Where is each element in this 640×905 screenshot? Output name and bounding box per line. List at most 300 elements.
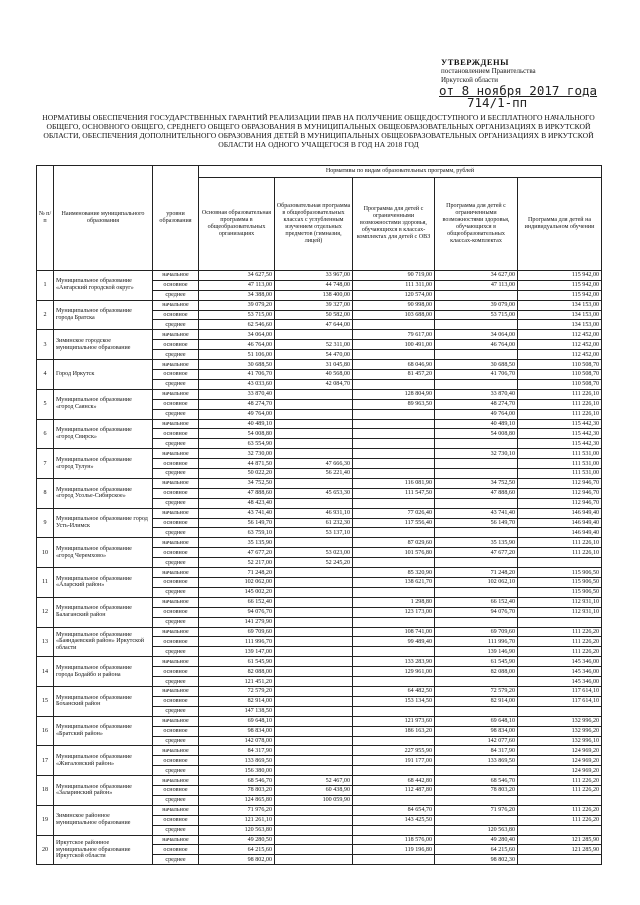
cell-level: начальное — [153, 538, 199, 548]
cell-main-program: 46 764,00 — [199, 340, 275, 350]
table-row — [37, 835, 602, 845]
cell-advanced-program — [275, 449, 353, 459]
cell-ovz-general: 69 648,10 — [435, 716, 518, 726]
cell-ovz-general: 48 274,70 — [435, 399, 518, 409]
cell-advanced-program: 53 023,00 — [275, 548, 353, 558]
cell-main-program: 120 563,80 — [199, 825, 275, 835]
cell-advanced-program — [275, 845, 353, 855]
cell-ovz-general: 39 079,00 — [435, 300, 518, 310]
table-row — [37, 746, 602, 756]
cell-level: среднее — [153, 409, 199, 419]
cell-main-program: 43 741,40 — [199, 508, 275, 518]
cell-main-program: 147 138,50 — [199, 706, 275, 716]
cell-main-program: 64 215,60 — [199, 845, 275, 855]
cell-individual: 145 346,00 — [518, 667, 602, 677]
approval-stamp — [441, 58, 611, 109]
cell-ovz-general: 47 677,20 — [435, 548, 518, 558]
cell-individual: 110 508,70 — [518, 379, 602, 389]
cell-individual: 132 996,10 — [518, 736, 602, 746]
cell-ovz-general: 133 869,50 — [435, 756, 518, 766]
cell-advanced-program — [275, 389, 353, 399]
cell-level: начальное — [153, 627, 199, 637]
cell-advanced-program — [275, 409, 353, 419]
cell-ovz-special — [353, 429, 435, 439]
cell-main-program: 62 546,60 — [199, 320, 275, 330]
cell-individual: 134 153,00 — [518, 310, 602, 320]
cell-ovz-special: 191 177,00 — [353, 756, 435, 766]
cell-ovz-special: 111 547,50 — [353, 488, 435, 498]
row-number: 17 — [37, 746, 54, 776]
cell-ovz-special: 90 719,00 — [353, 270, 435, 280]
cell-main-program: 78 803,20 — [199, 786, 275, 796]
cell-individual: 111 226,20 — [518, 786, 602, 796]
cell-ovz-special — [353, 528, 435, 538]
cell-individual: 111 226,10 — [518, 409, 602, 419]
cell-individual: 115 942,00 — [518, 290, 602, 300]
cell-main-program: 69 709,60 — [199, 627, 275, 637]
cell-individual: 112 946,70 — [518, 498, 602, 508]
cell-ovz-special: 101 576,80 — [353, 548, 435, 558]
cell-main-program: 139 147,00 — [199, 647, 275, 657]
cell-ovz-general: 33 870,40 — [435, 389, 518, 399]
header-group: Нормативы по видам образовательных программ, рублей — [199, 166, 602, 178]
row-number: 4 — [37, 360, 54, 390]
cell-advanced-program: 47 666,30 — [275, 459, 353, 469]
cell-advanced-program: 52 245,20 — [275, 558, 353, 568]
cell-level: начальное — [153, 686, 199, 696]
cell-individual: 124 969,20 — [518, 766, 602, 776]
cell-individual: 145 346,00 — [518, 677, 602, 687]
cell-ovz-general — [435, 290, 518, 300]
header-main-program: Основная образовательная программа в общеобразовательных организациях — [199, 177, 275, 270]
cell-ovz-general: 82 914,00 — [435, 696, 518, 706]
row-number: 15 — [37, 686, 54, 716]
cell-individual: 134 153,00 — [518, 320, 602, 330]
cell-level: основное — [153, 459, 199, 469]
cell-individual: 111 531,00 — [518, 449, 602, 459]
cell-level: среднее — [153, 379, 199, 389]
cell-advanced-program: 100 059,90 — [275, 795, 353, 805]
cell-ovz-general — [435, 558, 518, 568]
cell-ovz-special: 120 574,00 — [353, 290, 435, 300]
cell-advanced-program: 33 967,00 — [275, 270, 353, 280]
cell-ovz-general: 40 489,10 — [435, 419, 518, 429]
cell-main-program: 53 715,00 — [199, 310, 275, 320]
cell-advanced-program — [275, 716, 353, 726]
cell-level: начальное — [153, 657, 199, 667]
table-row — [37, 508, 602, 518]
cell-main-program: 48 274,70 — [199, 399, 275, 409]
cell-ovz-special: 68 442,80 — [353, 776, 435, 786]
cell-level: начальное — [153, 776, 199, 786]
table-row — [37, 538, 602, 548]
cell-level: среднее — [153, 677, 199, 687]
cell-ovz-general: 47 113,00 — [435, 280, 518, 290]
cell-individual: 115 942,00 — [518, 280, 602, 290]
cell-ovz-special: 103 688,00 — [353, 310, 435, 320]
cell-main-program: 82 914,00 — [199, 696, 275, 706]
cell-advanced-program: 53 137,10 — [275, 528, 353, 538]
cell-main-program: 156 380,00 — [199, 766, 275, 776]
cell-ovz-general: 98 802,30 — [435, 855, 518, 865]
municipality-name: Муниципальное образование «Баяндаевский район» Иркутской области — [54, 627, 153, 657]
cell-ovz-special: 89 963,50 — [353, 399, 435, 409]
cell-main-program: 84 317,90 — [199, 746, 275, 756]
cell-level: начальное — [153, 300, 199, 310]
cell-ovz-general: 53 715,00 — [435, 310, 518, 320]
cell-ovz-general: 71 976,20 — [435, 805, 518, 815]
table-row — [37, 360, 602, 370]
cell-main-program: 61 545,90 — [199, 657, 275, 667]
cell-level: начальное — [153, 389, 199, 399]
cell-advanced-program — [275, 419, 353, 429]
header-ovz-special-classes: Программа для детей с ограниченными возможностями здоровья, обучающихся в классах-комплектах для детей с ОВЗ — [353, 177, 435, 270]
cell-main-program: 66 152,40 — [199, 597, 275, 607]
cell-ovz-general: 49 764,00 — [435, 409, 518, 419]
cell-individual: 111 226,20 — [518, 647, 602, 657]
cell-level: начальное — [153, 270, 199, 280]
cell-advanced-program — [275, 696, 353, 706]
cell-advanced-program — [275, 835, 353, 845]
cell-individual — [518, 617, 602, 627]
cell-individual: 111 531,00 — [518, 469, 602, 479]
cell-level: среднее — [153, 795, 199, 805]
municipality-name: Муниципальное образование «город Саянск» — [54, 389, 153, 419]
cell-level: начальное — [153, 508, 199, 518]
cell-advanced-program — [275, 766, 353, 776]
cell-individual: 145 346,00 — [518, 657, 602, 667]
cell-level: начальное — [153, 419, 199, 429]
cell-level: среднее — [153, 766, 199, 776]
cell-individual: 111 226,10 — [518, 399, 602, 409]
cell-ovz-special: 186 163,20 — [353, 726, 435, 736]
row-number: 1 — [37, 270, 54, 300]
norms-table-body — [37, 270, 602, 864]
cell-level: основное — [153, 815, 199, 825]
cell-individual: 146 949,40 — [518, 508, 602, 518]
cell-ovz-special — [353, 795, 435, 805]
cell-individual: 146 949,40 — [518, 528, 602, 538]
cell-ovz-general: 68 546,70 — [435, 776, 518, 786]
cell-advanced-program — [275, 805, 353, 815]
cell-ovz-general — [435, 320, 518, 330]
cell-main-program: 34 627,50 — [199, 270, 275, 280]
cell-ovz-general: 94 076,70 — [435, 607, 518, 617]
cell-individual: 110 508,70 — [518, 369, 602, 379]
cell-level: среднее — [153, 825, 199, 835]
cell-individual: 124 969,20 — [518, 756, 602, 766]
header-advanced-program: Образовательная программа в общеобразовательных классах с углубленным изучением отдельных предметов (гимназия, лицей) — [275, 177, 353, 270]
cell-ovz-special: 153 134,50 — [353, 696, 435, 706]
cell-advanced-program — [275, 439, 353, 449]
cell-ovz-special: 87 029,60 — [353, 538, 435, 548]
table-row — [37, 657, 602, 667]
cell-advanced-program — [275, 637, 353, 647]
table-row — [37, 389, 602, 399]
cell-level: среднее — [153, 855, 199, 865]
cell-ovz-general: 98 834,00 — [435, 726, 518, 736]
cell-level: основное — [153, 696, 199, 706]
cell-advanced-program: 47 644,00 — [275, 320, 353, 330]
cell-level: среднее — [153, 558, 199, 568]
cell-ovz-special: 112 487,80 — [353, 786, 435, 796]
header-individual-program: Программа для детей на индивидуальном обучении — [518, 177, 602, 270]
cell-individual: 112 452,00 — [518, 330, 602, 340]
cell-ovz-special — [353, 320, 435, 330]
cell-individual — [518, 825, 602, 835]
cell-ovz-special: 121 973,60 — [353, 716, 435, 726]
cell-main-program: 69 648,10 — [199, 716, 275, 726]
cell-ovz-general: 32 730,10 — [435, 449, 518, 459]
cell-individual: 115 942,00 — [518, 270, 602, 280]
cell-level: основное — [153, 578, 199, 588]
cell-level: основное — [153, 399, 199, 409]
table-row — [37, 449, 602, 459]
approval-date: от 8 ноября 2017 года — [439, 83, 598, 98]
table-row — [37, 627, 602, 637]
table-row — [37, 568, 602, 578]
cell-advanced-program: 54 470,00 — [275, 350, 353, 360]
cell-level: среднее — [153, 736, 199, 746]
cell-main-program: 54 008,80 — [199, 429, 275, 439]
cell-advanced-program: 52 467,00 — [275, 776, 353, 786]
cell-advanced-program — [275, 617, 353, 627]
cell-main-program: 40 489,10 — [199, 419, 275, 429]
cell-ovz-general: 142 077,60 — [435, 736, 518, 746]
row-number: 2 — [37, 300, 54, 330]
cell-advanced-program — [275, 686, 353, 696]
municipality-name: Муниципальное образование «Братский район» — [54, 716, 153, 746]
cell-ovz-special: 117 556,40 — [353, 518, 435, 528]
cell-ovz-special: 90 998,00 — [353, 300, 435, 310]
cell-ovz-general: 72 579,20 — [435, 686, 518, 696]
table-row — [37, 270, 602, 280]
cell-ovz-special: 133 283,90 — [353, 657, 435, 667]
cell-ovz-special — [353, 379, 435, 389]
cell-ovz-special: 100 491,00 — [353, 340, 435, 350]
cell-main-program: 111 996,70 — [199, 637, 275, 647]
cell-ovz-general: 49 280,40 — [435, 835, 518, 845]
cell-advanced-program — [275, 330, 353, 340]
cell-advanced-program — [275, 756, 353, 766]
header-no: № п/п — [37, 166, 54, 271]
cell-ovz-general — [435, 587, 518, 597]
cell-individual: 112 931,10 — [518, 597, 602, 607]
cell-main-program: 47 888,60 — [199, 488, 275, 498]
cell-ovz-special: 108 741,00 — [353, 627, 435, 637]
cell-ovz-general: 56 149,70 — [435, 518, 518, 528]
cell-main-program: 52 217,00 — [199, 558, 275, 568]
cell-level: начальное — [153, 746, 199, 756]
municipality-name: Муниципальное образование «город Свирск» — [54, 419, 153, 449]
cell-advanced-program — [275, 736, 353, 746]
cell-main-program: 47 677,20 — [199, 548, 275, 558]
row-number: 20 — [37, 835, 54, 865]
cell-advanced-program: 42 084,70 — [275, 379, 353, 389]
cell-ovz-general: 66 152,40 — [435, 597, 518, 607]
cell-ovz-special: 68 046,90 — [353, 360, 435, 370]
cell-individual: 111 531,00 — [518, 459, 602, 469]
cell-main-program: 98 802,00 — [199, 855, 275, 865]
cell-individual: 112 946,70 — [518, 478, 602, 488]
cell-individual — [518, 706, 602, 716]
row-number: 9 — [37, 508, 54, 538]
cell-main-program: 34 388,00 — [199, 290, 275, 300]
cell-main-program: 56 149,70 — [199, 518, 275, 528]
cell-ovz-general — [435, 795, 518, 805]
cell-individual — [518, 558, 602, 568]
cell-ovz-general: 78 803,20 — [435, 786, 518, 796]
cell-advanced-program — [275, 578, 353, 588]
approval-number: 714/1-пп — [467, 95, 528, 110]
cell-individual: 112 946,70 — [518, 488, 602, 498]
cell-main-program: 51 106,00 — [199, 350, 275, 360]
cell-main-program: 98 834,00 — [199, 726, 275, 736]
cell-advanced-program — [275, 568, 353, 578]
cell-individual: 134 153,00 — [518, 300, 602, 310]
cell-advanced-program — [275, 478, 353, 488]
cell-ovz-special — [353, 706, 435, 716]
cell-ovz-special: 138 621,70 — [353, 578, 435, 588]
municipality-name: Муниципальное образование «Жигаловский район» — [54, 746, 153, 776]
cell-ovz-special: 84 654,70 — [353, 805, 435, 815]
cell-level: основное — [153, 340, 199, 350]
municipality-name: Муниципальное образование города Братска — [54, 300, 153, 330]
cell-ovz-general: 71 248,20 — [435, 568, 518, 578]
cell-main-program: 63 554,90 — [199, 439, 275, 449]
row-number: 11 — [37, 568, 54, 598]
cell-advanced-program — [275, 587, 353, 597]
header-ovz-general-classes: Программа для детей с ограниченными возможностями здоровья, обучающихся в общеобразовательных классах-комплектах — [435, 177, 518, 270]
table-row — [37, 300, 602, 310]
cell-advanced-program: 61 232,30 — [275, 518, 353, 528]
cell-main-program: 63 759,10 — [199, 528, 275, 538]
cell-main-program: 133 869,50 — [199, 756, 275, 766]
cell-ovz-special: 81 457,20 — [353, 369, 435, 379]
cell-level: основное — [153, 518, 199, 528]
cell-ovz-special: 99 489,40 — [353, 637, 435, 647]
cell-ovz-special — [353, 449, 435, 459]
cell-ovz-general: 84 317,90 — [435, 746, 518, 756]
row-number: 18 — [37, 776, 54, 806]
cell-level: среднее — [153, 469, 199, 479]
cell-ovz-general — [435, 815, 518, 825]
cell-ovz-general — [435, 459, 518, 469]
cell-ovz-general: 43 741,40 — [435, 508, 518, 518]
cell-individual: 111 226,10 — [518, 389, 602, 399]
cell-advanced-program: 31 045,80 — [275, 360, 353, 370]
cell-level: начальное — [153, 716, 199, 726]
cell-individual: 115 906,50 — [518, 578, 602, 588]
cell-individual: 121 285,90 — [518, 835, 602, 845]
cell-ovz-general: 120 563,80 — [435, 825, 518, 835]
cell-ovz-general: 111 996,70 — [435, 637, 518, 647]
cell-level: среднее — [153, 587, 199, 597]
cell-ovz-general — [435, 617, 518, 627]
cell-level: начальное — [153, 835, 199, 845]
cell-ovz-special: 116 081,90 — [353, 478, 435, 488]
table-row — [37, 716, 602, 726]
cell-individual: 146 949,40 — [518, 518, 602, 528]
cell-ovz-special: 123 173,00 — [353, 607, 435, 617]
cell-advanced-program: 39 327,00 — [275, 300, 353, 310]
cell-ovz-general — [435, 528, 518, 538]
row-number: 10 — [37, 538, 54, 568]
cell-main-program: 41 706,70 — [199, 369, 275, 379]
cell-ovz-general: 102 062,10 — [435, 578, 518, 588]
cell-ovz-special: 111 311,00 — [353, 280, 435, 290]
cell-level: начальное — [153, 597, 199, 607]
cell-ovz-general: 34 752,50 — [435, 478, 518, 488]
cell-individual: 112 452,00 — [518, 350, 602, 360]
cell-ovz-special: 143 425,50 — [353, 815, 435, 825]
cell-ovz-special: 64 482,50 — [353, 686, 435, 696]
cell-ovz-general — [435, 706, 518, 716]
cell-level: начальное — [153, 805, 199, 815]
cell-advanced-program — [275, 706, 353, 716]
document-title: НОРМАТИВЫ ОБЕСПЕЧЕНИЯ ГОСУДАРСТВЕННЫХ ГАРАНТИЙ РЕАЛИЗАЦИИ ПРАВ НА ПОЛУЧЕНИЕ ОБЩЕДОСТУПНОГО И БЕСПЛАТНОГО НАЧАЛЬНОГО ОБЩЕГО, ОСНОВНОГО ОБЩЕГО, СРЕДНЕГО ОБЩЕГО ОБРАЗОВАНИЯ В МУНИЦИПАЛЬНЫХ ОБЩЕОБРАЗОВАТЕЛЬНЫХ ОРГАНИЗАЦИЯХ В ИРКУТСКОЙ ОБЛАСТИ, ОБЕСПЕЧЕНИЯ ДОПОЛНИТЕЛЬНОГО ОБРАЗОВАНИЯ ДЕТЕЙ В МУНИЦИПАЛЬНЫХ ОБЩЕОБРАЗОВАТЕЛЬНЫХ ОРГАНИЗАЦИЯХ В ИРКУТСКОЙ ОБЛАСТИ НА ОДНОГО УЧАЩЕГОСЯ В ГОД НА 2018 ГОД — [42, 113, 595, 149]
cell-main-program: 141 279,90 — [199, 617, 275, 627]
cell-ovz-special — [353, 350, 435, 360]
cell-main-program: 32 730,00 — [199, 449, 275, 459]
table-row — [37, 330, 602, 340]
cell-main-program: 102 062,00 — [199, 578, 275, 588]
cell-level: среднее — [153, 290, 199, 300]
cell-level: среднее — [153, 617, 199, 627]
cell-advanced-program: 60 438,90 — [275, 786, 353, 796]
table-row — [37, 478, 602, 488]
cell-individual: 117 614,10 — [518, 696, 602, 706]
cell-main-program: 121 451,20 — [199, 677, 275, 687]
approval-title: УТВЕРЖДЕНЫ — [441, 57, 510, 67]
cell-advanced-program — [275, 647, 353, 657]
cell-level: среднее — [153, 320, 199, 330]
cell-advanced-program: 45 653,30 — [275, 488, 353, 498]
cell-ovz-special: 79 617,00 — [353, 330, 435, 340]
cell-level: начальное — [153, 568, 199, 578]
cell-individual: 124 969,20 — [518, 746, 602, 756]
cell-ovz-general: 61 545,90 — [435, 657, 518, 667]
cell-ovz-general — [435, 379, 518, 389]
cell-ovz-special — [353, 677, 435, 687]
cell-main-program: 124 865,80 — [199, 795, 275, 805]
cell-advanced-program: 138 400,00 — [275, 290, 353, 300]
cell-main-program: 71 248,20 — [199, 568, 275, 578]
cell-ovz-special: 1 298,80 — [353, 597, 435, 607]
municipality-name: Иркутское районное муниципальное образование Иркутской области — [54, 835, 153, 865]
cell-ovz-special — [353, 558, 435, 568]
cell-advanced-program — [275, 597, 353, 607]
cell-ovz-general: 41 706,70 — [435, 369, 518, 379]
row-number: 6 — [37, 419, 54, 449]
cell-individual: 111 226,10 — [518, 548, 602, 558]
cell-individual: 111 226,10 — [518, 538, 602, 548]
cell-ovz-special — [353, 409, 435, 419]
cell-ovz-special: 85 320,90 — [353, 568, 435, 578]
municipality-name: Муниципальное образование «Заларинский район» — [54, 776, 153, 806]
cell-ovz-special — [353, 617, 435, 627]
cell-level: основное — [153, 756, 199, 766]
cell-individual: 115 906,50 — [518, 568, 602, 578]
header-level: уровни образования — [153, 166, 199, 271]
cell-ovz-general — [435, 498, 518, 508]
cell-level: начальное — [153, 478, 199, 488]
municipality-name: Город Иркутск — [54, 360, 153, 390]
cell-individual: 132 996,20 — [518, 716, 602, 726]
cell-ovz-special — [353, 825, 435, 835]
cell-main-program: 33 870,40 — [199, 389, 275, 399]
cell-individual: 121 285,90 — [518, 845, 602, 855]
